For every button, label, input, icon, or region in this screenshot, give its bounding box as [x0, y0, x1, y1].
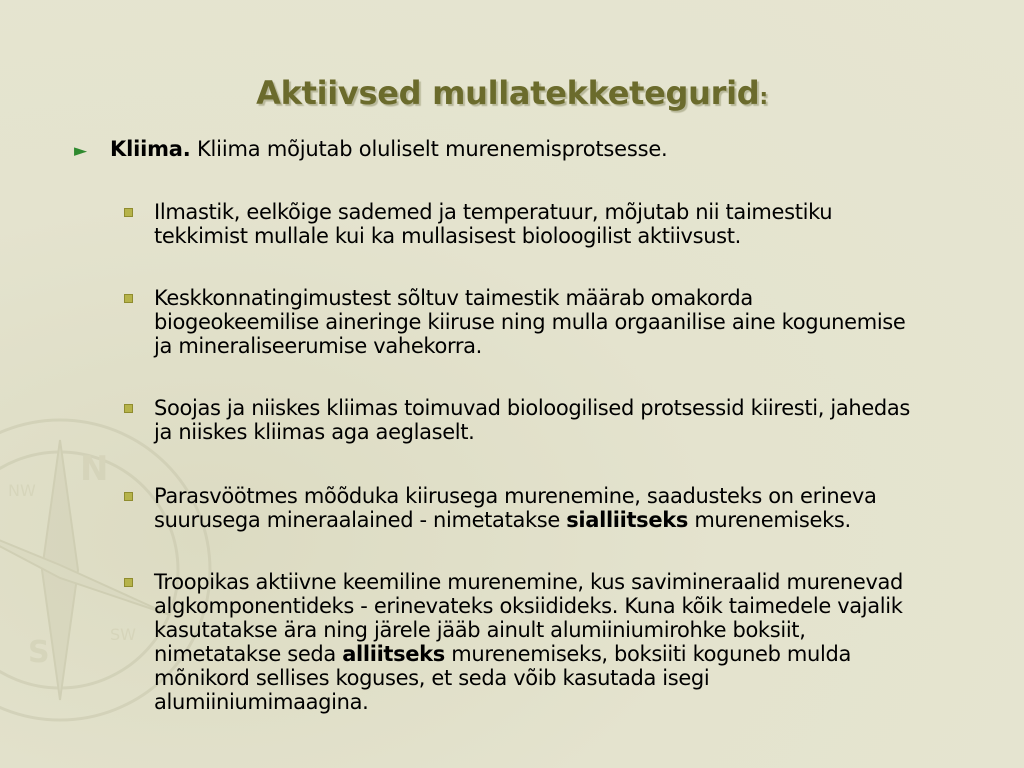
square-bullet-icon — [124, 492, 133, 501]
compass-letter-nw: NW — [8, 481, 36, 500]
square-bullet-icon — [124, 294, 133, 303]
sub-bullet-line: algkomponentideks - erinevateks oksiidideks. Kuna kõik taimedele vajalik — [154, 594, 903, 618]
sialliitseks-term: sialliitseks — [566, 508, 688, 532]
square-bullet-icon — [124, 578, 133, 587]
sub-bullet-line: tekkimist mullale kui ka mullasisest bioloogilist aktiivsust. — [154, 224, 741, 248]
sub-bullet-3-text — [154, 396, 1004, 444]
arrow-bullet-icon: ► — [74, 141, 87, 161]
sub-bullet-4-text — [154, 484, 1004, 532]
alliitseks-term: alliitseks — [342, 642, 445, 666]
square-bullet-icon — [124, 404, 133, 413]
sub-bullet-line: Keskkonnatingimustest sõltuv taimestik määrab omakorda — [154, 286, 753, 310]
sub-bullet-line: Soojas ja niiskes kliimas toimuvad bioloogilised protsessid kiiresti, jahedas — [154, 396, 910, 420]
sub-bullet-line: biogeokeemilise aineringe kiiruse ning mulla orgaanilise aine kogunemise — [154, 310, 906, 334]
slide-title-text: Aktiivsed mullatekketegurid — [256, 74, 760, 112]
sub-bullet-line — [154, 508, 1004, 532]
sub-bullet-line: ja mineraliseerumise vahekorra. — [154, 334, 483, 358]
sub-bullet-line: Parasvöötmes mõõduka kiirusega murenemine, saadusteks on erineva — [154, 484, 877, 508]
sub-bullet-line: kasutatakse ära ning järele jääb ainult alumiiniumirohke boksiit, — [154, 618, 806, 642]
sub-bullet-line: alumiiniumimaagina. — [154, 690, 369, 714]
compass-letter-n: N — [80, 449, 109, 489]
slide-title — [0, 74, 1024, 112]
sub-bullet-line-part: suurusega mineraalained - nimetatakse — [154, 508, 567, 532]
compass-letter-sw: SW — [110, 625, 136, 644]
main-bullet-body: Kliima mõjutab oluliselt murenemisprotsesse. — [190, 137, 668, 161]
sub-bullet-line: ja niiskes kliimas aga aeglaselt. — [154, 420, 475, 444]
square-bullet-icon — [124, 208, 133, 217]
sub-bullet-5-text — [154, 570, 1004, 714]
sub-bullet-line-part: murenemiseks. — [688, 508, 851, 532]
main-bullet-term: Kliima. — [110, 137, 191, 161]
sub-bullet-line — [154, 642, 1004, 666]
slide-title-colon: : — [759, 85, 768, 110]
sub-bullet-line: mõnikord sellises koguses, et seda võib kasutada isegi — [154, 666, 710, 690]
sub-bullet-2-text — [154, 286, 1004, 358]
sub-bullet-1-text — [154, 200, 1004, 248]
sub-bullet-line: Troopikas aktiivne keemiline murenemine, kus savimineraalid murenevad — [154, 570, 904, 594]
compass-letter-s: S — [28, 635, 50, 670]
main-bullet-text — [110, 136, 668, 162]
sub-bullet-line-part: nimetatakse seda — [154, 642, 343, 666]
sub-bullet-line: Ilmastik, eelkõige sademed ja temperatuur, mõjutab nii taimestiku — [154, 200, 833, 224]
sub-bullet-line-part: murenemiseks, boksiiti koguneb mulda — [444, 642, 851, 666]
